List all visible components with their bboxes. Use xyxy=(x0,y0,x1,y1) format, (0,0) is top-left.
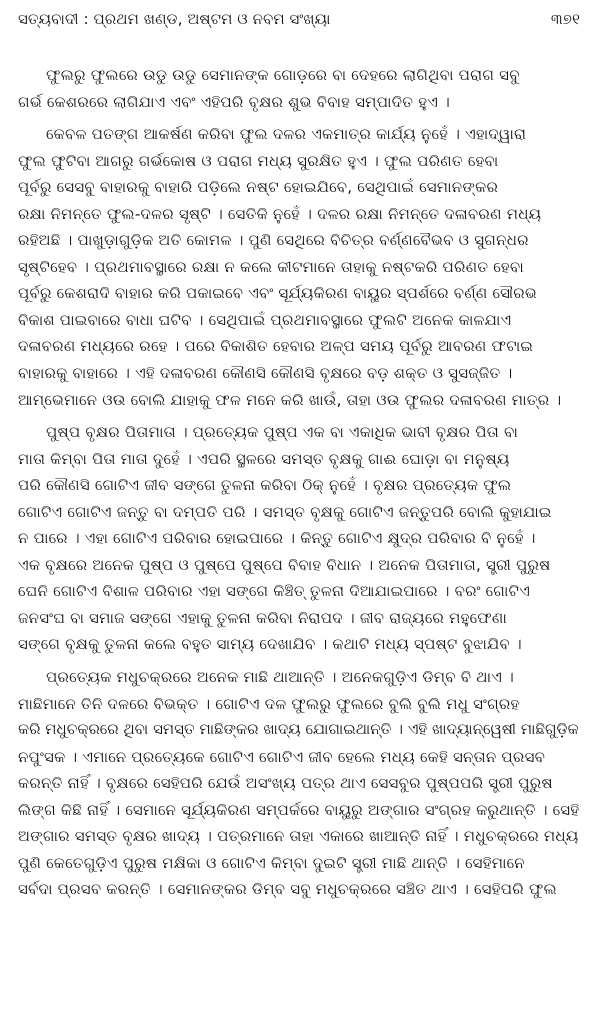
text-line: ପୂର୍ବରୁ ସେସବୁ ବାହାରକୁ ବାହାରି ପଡ଼ିଲେ ନଷ୍ଟ ହୋଇଯିବେ, ସେଥିପାଇଁ ସେମାନଙ୍କର xyxy=(18,178,499,197)
text-line: ସର୍ବଦା ପ୍ରସବ କରନ୍ତି । ସେମାନଙ୍କର ଡିମ୍ବ ସବୁ ମଧୁଚକ୍ରରେ ସଞ୍ଚିତ ଥାଏ । ସେହିପରି ଫୁଲ xyxy=(18,880,557,899)
text-line: ମାତା କିମ୍ବା ପିତା ମାତା ଦୁହେଁ । ଏପରି ସ୍ଥଳରେ ସମସ୍ତ ବୃକ୍ଷକୁ ଗାଈ ଘୋଡ଼ା ବା ମନୁଷ୍ୟ xyxy=(18,449,510,468)
text-line: ପୂର୍ବରୁ କେଶରାଦି ବାହାର କରି ପକାଇବେ ଏବଂ ସୂର୍ଯ୍ୟକିରଣ ବାୟୁର ସ୍ପର୍ଶରେ ବର୍ଣ୍ଣ ସୌରଭ xyxy=(18,284,538,303)
paragraph xyxy=(18,121,584,413)
text-line: ପ୍ରତ୍ୟେକ ମଧୁଚକ୍ରରେ ଅନେକ ମାଛି ଥାଆନ୍ତି । ଅନେକଗୁଡ଼ିଏ ଡିମ୍ବ ବି ଥାଏ । xyxy=(46,668,515,687)
text-line: ଫୁଲରୁ ଫୁଲରେ ଉଡୁ ଉଡୁ ସେମାନଙ୍କ ଗୋଡ଼ରେ ବା ଦେହରେ ଲାଗିଥିବା ପରାଗ ସବୁ xyxy=(46,66,520,84)
page-number: ୩୭୧ xyxy=(550,10,580,28)
text-line: ଲିଙ୍ଗ କିଛି ନାହିଁ । ସେମାନେ ସୂର୍ଯ୍ୟକିରଣ ସମ୍ପର୍କରେ ବାୟୁରୁ ଅଙ୍ଗାର ସଂଗ୍ରହ କରୁଥାନ୍ତି । ସେହି xyxy=(18,800,580,819)
text-line: ଅଙ୍ଗାର ସମସ୍ତ ବୃକ୍ଷର ଖାଦ୍ୟ । ପତ୍ରମାନେ ତାହା ଏକାରେ ଖାଆନ୍ତି ନାହିଁ । ମଧୁଚକ୍ରରେ ମଧ୍ୟ xyxy=(18,827,579,846)
text-line: ଦଳାବରଣ ମଧ୍ୟରେ ରହେ । ପରେ ବିକାଶିତ ହେବାର ଅଳ୍ପ ସମୟ ପୂର୍ବରୁ ଆବରଣ ଫଟାଇ xyxy=(18,337,534,356)
text-line: ଜନସଂଘ ବା ସମାଜ ସଙ୍ଗେ ଏହାକୁ ତୁଳନା କରିବା ନିରାପଦ । ଜୀବ ରାଜ୍ୟରେ ମହୁଫେଣା xyxy=(18,608,508,627)
running-title: ସତ୍ୟବାଦୀ : ପ୍ରଥମ ଖଣ୍ଡ, ଅଷ୍ଟମ ଓ ନବମ ସଂଖ୍ୟା xyxy=(18,10,331,28)
text-line: ପୁଷ୍ପ ବୃକ୍ଷର ପିତାମାତା । ପ୍ରତ୍ୟେକ ପୁଷ୍ପ ଏକ ବା ଏକାଧିକ ଭାବୀ ବୃକ୍ଷର ପିତା ବା xyxy=(46,423,518,442)
text-line: ମାଛିମାନେ ତିନି ଦଳରେ ବିଭକ୍ତ । ଗୋଟିଏ ଦଳ ଫୁଲରୁ ଫୁଲରେ ବୁଲି ବୁଲି ମଧୁ ସଂଗ୍ରହ xyxy=(18,694,520,713)
text-line: ସୃଷ୍ଟିହେବ । ପ୍ରଥମାବସ୍ଥାରେ ରକ୍ଷା ନ କଲେ କୀଟମାନେ ତାହାକୁ ନଷ୍ଟକରି ପରିଣତ ହେବା xyxy=(18,257,524,276)
text-line: ପରି କୌଣସି ଗୋଟିଏ ଜୀବ ସଙ୍ଗେ ତୁଳନା କରିବା ଠିକ୍ ନୁହେଁ । ବୃକ୍ଷର ପ୍ରତ୍ୟେକ ଫୁଲ xyxy=(18,476,512,495)
text-line: ପୁଣି କେତେଗୁଡ଼ିଏ ପୁରୁଷ ମକ୍ଷିକା ଓ ଗୋଟିଏ କିମ୍ବା ଦୁଇଟି ସ୍ତ୍ରୀ ମାଛି ଥାନ୍ତି । ସେହିମାନେ xyxy=(18,853,525,872)
text-line: ବିକାଶ ପାଇବାରେ ବାଧା ଘଟିବ । ସେଥିପାଇଁ ପ୍ରଥମାବସ୍ଥାରେ ଫୁଲଟି ଅନେକ କାଳଯାଏ xyxy=(18,310,512,329)
body-text xyxy=(18,62,584,903)
paragraph xyxy=(18,62,584,115)
text-line: ବାହାରକୁ ବାହାରେ । ଏହି ଦଳାବରଣ କୌଣସି କୌଣସି ବୃକ୍ଷରେ ବଡ଼ ଶକ୍ତ ଓ ସୁସଜ୍ଜିତ । xyxy=(18,364,513,383)
text-line: ଘେନି ଗୋଟିଏ ବିଶାଳ ପରିବାର ଏହା ସଙ୍ଗେ କିଞ୍ଚିତ୍ ତୁଳନା ଦିଆଯାଇପାରେ । ବରଂ ଗୋଟିଏ xyxy=(18,582,531,601)
text-line: ଆମ୍ଭେମାନେ ଓଉ ବୋଲି ଯାହାକୁ ଫଳ ମନେ କରି ଖାଉଁ, ତାହା ଓଉ ଫୁଲର ଦଳାବରଣ ମାତ୍ର । xyxy=(18,390,562,409)
text-line: କେବଳ ପତଙ୍ଗ ଆକର୍ଷଣ କରିବା ଫୁଲ ଦଳର ଏକମାତ୍ର କାର୍ଯ୍ୟ ନୁହେଁ । ଏହାଦ୍ୱାରା xyxy=(46,125,527,144)
text-line: କରନ୍ତି ନାହିଁ । ବୃକ୍ଷରେ ସେହିପରି ଯେଉଁ ଅସଂଖ୍ୟ ପତ୍ର ଥାଏ ସେସବୁର ପୁଷ୍ପପରି ସ୍ତ୍ରୀ ପୁରୁଷ xyxy=(18,774,553,793)
text-line: ସଙ୍ଗେ ବୃକ୍ଷକୁ ତୁଳନା କଲେ ବହୁତ ସାମ୍ୟ ଦେଖାଯିବ । କଥାଟି ମଧ୍ୟ ସ୍ପଷ୍ଟ ବୁଝାଯିବ । xyxy=(18,635,522,654)
paragraph xyxy=(18,419,584,658)
text-line: କରି ମଧୁଚକ୍ରରେ ଥିବା ସମସ୍ତ ମାଛିଙ୍କର ଖାଦ୍ୟ ଯୋଗାଇଥାନ୍ତି । ଏହି ଖାଦ୍ୟାନ୍ୱେଷୀ ମାଛିଗୁଡ଼ିକ xyxy=(18,721,579,739)
text-line: ନ ପାରେ । ଏହା ଗୋଟିଏ ପରିବାର ହୋଇପାରେ । କିନ୍ତୁ ଗୋଟିଏ କ୍ଷୁଦ୍ର ପରିବାର ବି ନୁହେଁ । xyxy=(18,529,536,548)
running-header xyxy=(18,10,584,50)
text-line: ରକ୍ଷା ନିମନ୍ତେ ଫୁଲ-ଦଳର ସୃଷ୍ଟି । ସେତିକି ନୁହେଁ । ଦଳର ରକ୍ଷା ନିମନ୍ତେ ଦଳାବରଣ ମଧ୍ୟ xyxy=(18,204,542,223)
text-line: ରହିଅଛି । ପାଖୁଡ଼ାଗୁଡ଼ିକ ଅତି କୋମଳ । ପୁଣି ସେଥିରେ ବିଚିତ୍ର ବର୍ଣ୍ଣବୈଭବ ଓ ସୁଗନ୍ଧର xyxy=(18,231,529,250)
text-line: ଏକ ବୃକ୍ଷରେ ଅନେକ ପୁଷ୍ପ ଓ ପୁଷ୍ପେ ପୁଷ୍ପେ ବିବାହ ବିଧାନ । ଅନେକ ପିତାମାତା, ସ୍ତ୍ରୀ ପୁରୁଷ xyxy=(18,555,551,574)
paragraph xyxy=(18,664,584,903)
text-line: ନପୁଂସକ । ଏମାନେ ପ୍ରତ୍ୟେକେ ଗୋଟିଏ ଗୋଟିଏ ଜୀବ ହେଲେ ମଧ୍ୟ କେହି ସନ୍ତାନ ପ୍ରସବ xyxy=(18,747,546,766)
text-line: ଗର୍ଭ କେଶରରେ ଲାଗିଯାଏ ଏବଂ ଏହିପରି ବୃକ୍ଷର ଶୁଭ ବିବାହ ସମ୍ପାଦିତ ହୁଏ । xyxy=(18,92,451,111)
text-line: ଫୁଲ ଫୁଟିବା ଆଗରୁ ଗର୍ଭକୋଷ ଓ ପରାଗ ମଧ୍ୟ ସୁରକ୍ଷିତ ହୁଏ । ଫୁଲ ପରିଣତ ହେବା xyxy=(18,151,499,170)
text-line: ଗୋଟିଏ ଗୋଟିଏ ଜନ୍ତୁ ବା ଦମ୍ପତି ପରି । ସମସ୍ତ ବୃକ୍ଷକୁ ଗୋଟିଏ ଜନ୍ତୁପରି ବୋଲି କୁହାଯାଇ xyxy=(18,502,552,521)
